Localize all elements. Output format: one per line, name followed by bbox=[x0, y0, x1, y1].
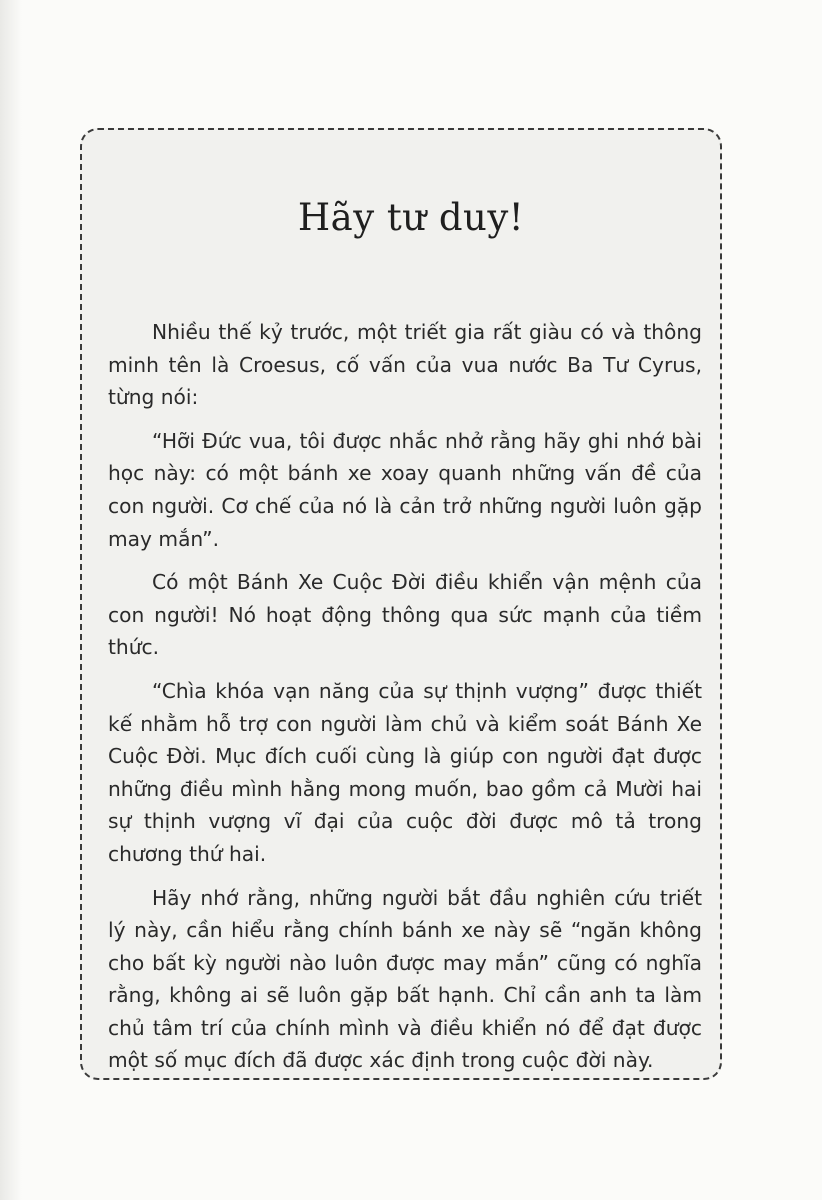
paragraph-2: “Hỡi Đức vua, tôi được nhắc nhở rằng hãy ghi nhớ bài học này: có một bánh xe xoay quanh những vấn đề của con người. Cơ chế của nó là cản trở những người luôn gặp may mắn”. bbox=[108, 428, 702, 551]
paragraph-3: Có một Bánh Xe Cuộc Đời điều khiển vận mệnh của con người! Nó hoạt động thông qua sức mạnh của tiềm thức. bbox=[108, 570, 702, 660]
paragraph-1: Nhiều thế kỷ trước, một triết gia rất giàu có và thông minh tên là Croesus, cố vấn của vua nước Ba Tư Cyrus, từng nói: bbox=[108, 320, 702, 410]
page-edge-shadow bbox=[0, 0, 22, 1200]
paragraph-4: “Chìa khóa vạn năng của sự thịnh vượng” được thiết kế nhằm hỗ trợ con người làm chủ và kiểm soát Bánh Xe Cuộc Đời. Mục đích cuối cùng là giúp con người đạt được những điều mình hằng mong muốn, bao gồm cả Mười hai sự thịnh vượng vĩ đại của cuộc đời được mô tả trong chương thứ hai. bbox=[108, 678, 702, 866]
page-title: Hãy tư duy! bbox=[297, 196, 525, 239]
paragraph-5: Hãy nhớ rằng, những người bắt đầu nghiên cứu triết lý này, cần hiểu rằng chính bánh xe này sẽ “ngăn không cho bất kỳ người nào luôn được may mắn” cũng có nghĩa rằng, không ai sẽ luôn gặp bất hạnh. Chỉ cần anh ta làm chủ tâm trí của chính mình và điều khiển nó để đạt được một số mục đích đã được xác định trong cuộc đời này. bbox=[108, 885, 702, 1073]
body-text bbox=[108, 316, 702, 1088]
